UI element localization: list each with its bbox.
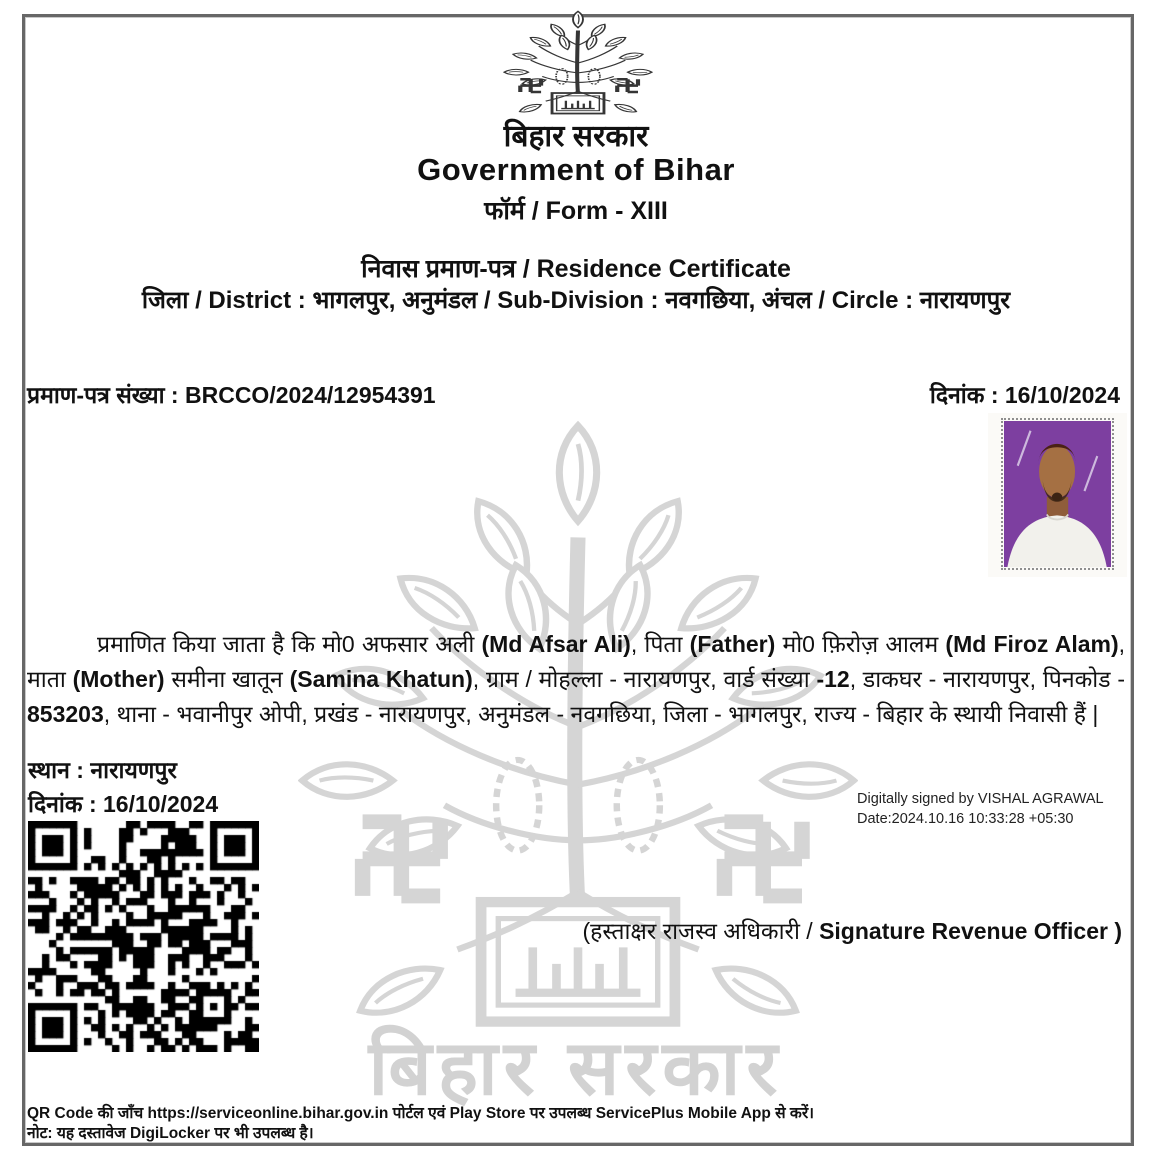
applicant-photo-image (1004, 421, 1111, 567)
certificate-number-label: प्रमाण-पत्र संख्या : (27, 382, 179, 408)
district-subdivision-circle-line: जिला / District : भागलपुर, अनुमंडल / Sub-Division : नवगछिया, अंचल / Circle : नारायणपुर (141, 287, 1011, 314)
digital-signature-line2: Date:2024.10.16 10:33:28 +05:30 (857, 811, 1074, 827)
digital-signature-block (857, 789, 1104, 829)
digital-signature-line1: Digitally signed by VISHAL AGRAWAL (857, 791, 1104, 807)
issue-place-line (28, 753, 177, 785)
form-number: फॉर्म / Form - XIII (484, 197, 668, 225)
digilocker-note: नोट: यह दस्तावेज DigiLocker पर भी उपलब्ध है। (27, 1125, 314, 1142)
certificate-date-line (930, 378, 1120, 410)
issue-place-value: नारायणपुर (90, 757, 177, 783)
signature-officer-line (583, 914, 1122, 946)
certificate-number-value: BRCCO/2024/12954391 (184, 382, 436, 408)
bihar-government-emblem-icon (503, 10, 653, 116)
qr-verification-note: QR Code की जाँच https://serviceonline.bihar.gov.in पोर्टल एवं Play Store पर उपलब्ध ServicePlus Mobile App से करें। (27, 1105, 815, 1122)
certificate-number-line (27, 378, 436, 410)
qr-code (28, 821, 259, 1052)
certificate-paragraph: प्रमाणित किया जाता है कि मो0 अफसार अली (Md Afsar Ali), पिता (Father) मो0 फ़िरोज़ आलम (Md Firoz Alam), माता (Mother) समीना खातून (Samina Khatun), ग्राम / मोहल्ला - नारायणपुर, वार्ड संख्या -12, डाकघर - नारायणपुर, पिनकोड - 853203, थाना - भवानीपुर ओपी, प्रखंड - नारायणपुर, अनुमंडल - नवगछिया, जिला - भागलपुर, राज्य - बिहार के स्थायी निवासी हैं | (27, 631, 1126, 727)
issue-date-label: दिनांक : (28, 791, 97, 817)
applicant-photo (988, 413, 1127, 577)
watermark-text: बिहार सरकार (368, 1026, 784, 1111)
signature-officer-english: Signature Revenue Officer ) (819, 918, 1122, 944)
certificate-title: निवास प्रमाण-पत्र / Residence Certificate (361, 255, 791, 283)
certificate-date-value: 16/10/2024 (1004, 382, 1120, 408)
issue-place-label: स्थान : (28, 757, 84, 783)
issue-date-value: 16/10/2024 (103, 791, 219, 817)
org-name-hindi: बिहार सरकार (503, 120, 649, 153)
signature-officer-hindi: (हस्ताक्षर राजस्व अधिकारी / (582, 918, 820, 944)
certificate-date-label: दिनांक : (929, 382, 999, 408)
org-name-english: Government of Bihar (417, 152, 735, 187)
applicant-photo-frame (1004, 421, 1111, 567)
issue-date-line (28, 787, 218, 819)
